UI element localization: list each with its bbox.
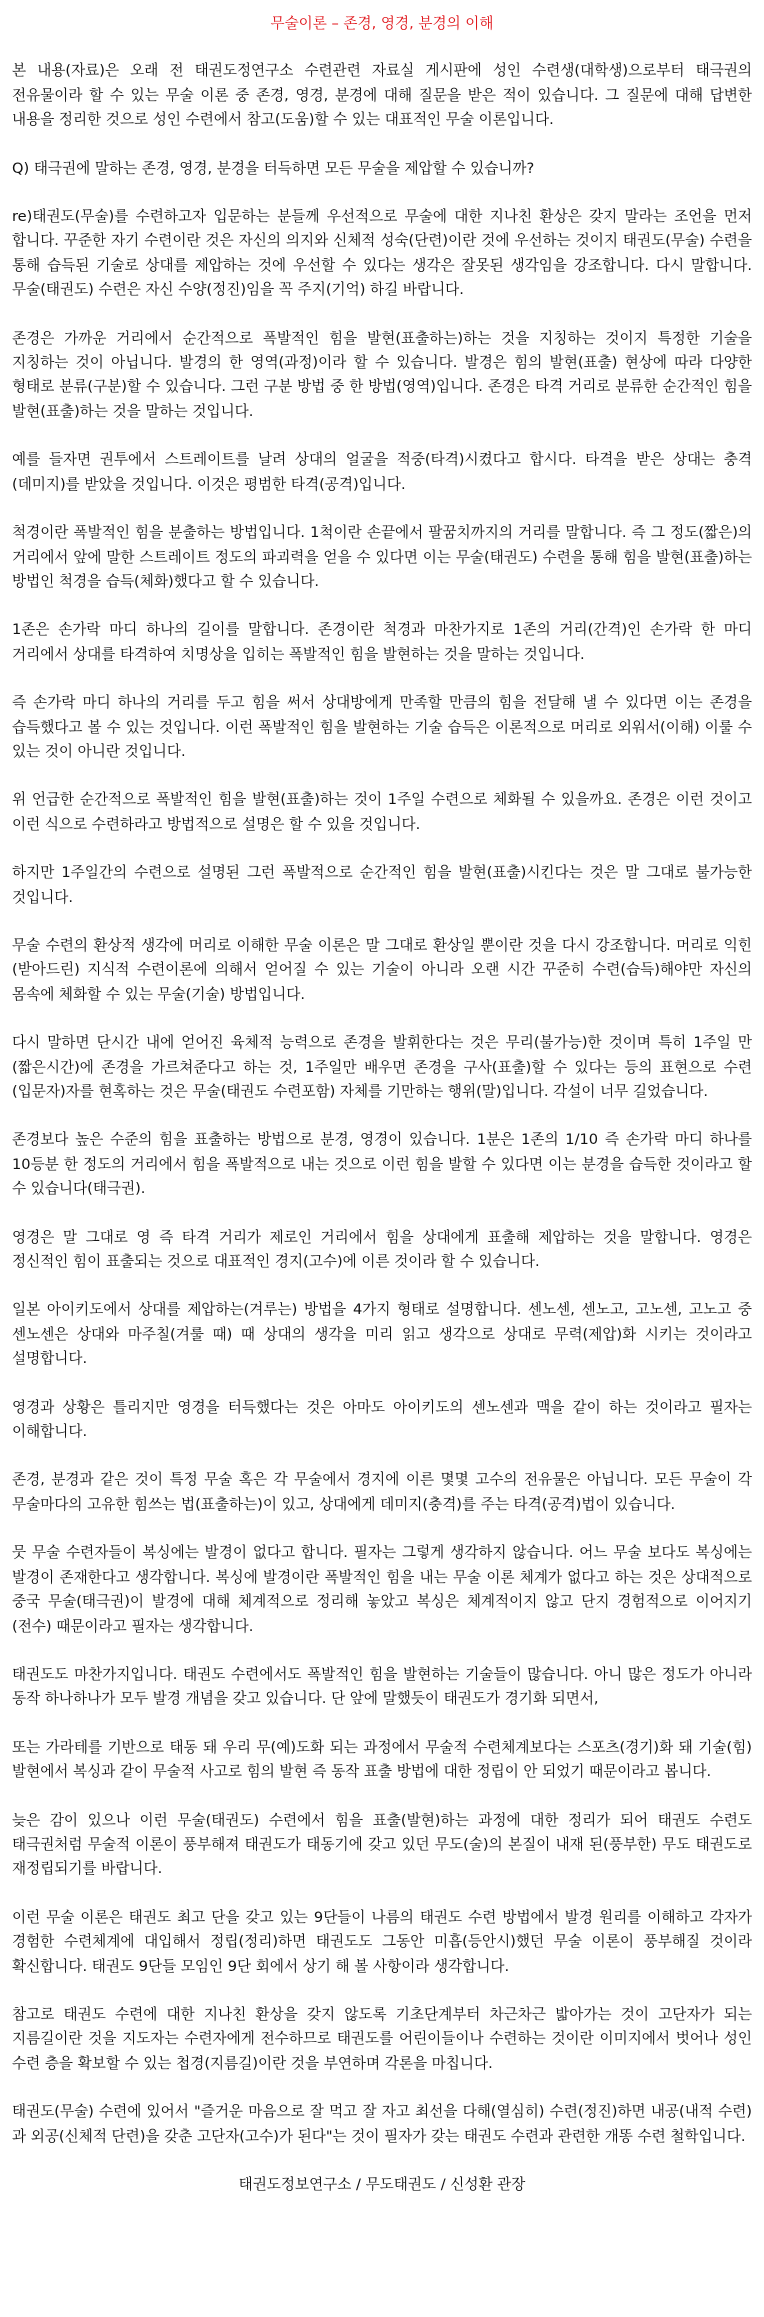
body-paragraph: 1존은 손가락 마디 하나의 길이를 말합니다. 존경이란 척경과 마찬가지로 1존의 거리(간격)인 손가락 한 마디 거리에서 상대를 타격하여 치명상을 입히는 폭발적인 힘을 발현하는 것을 말하는 것입니다.	[12, 621, 752, 663]
body-paragraph: 늦은 감이 있으나 이런 무술(태권도) 수련에서 힘을 표출(발현)하는 과정에 대한 정리가 되어 태권도 수련도 태극권처럼 무술적 이론이 풍부해져 태권도가 태동기에 갖고 있던 무도(술)의 본질이 내재 된(풍부한) 무도 태권도로 재정립되기를 바랍니다.	[12, 1811, 752, 1878]
author-signature: 태권도정보연구소 / 무도태권도 / 신성환 관장	[238, 2176, 526, 2193]
body-paragraph: 존경보다 높은 수준의 힘을 표출하는 방법으로 분경, 영경이 있습니다. 1분은 1존의 1/10 즉 손가락 마디 하나를 10등분 한 정도의 거리에서 힘을 폭발적으로 내는 것으로 이런 힘을 발할 수 있다면 이는 분경을 습득한 것이라고 할 수 있습니다(태극권).	[12, 1131, 752, 1198]
body-paragraph: 이런 무술 이론은 태권도 최고 단을 갖고 있는 9단들이 나름의 태권도 수련 방법에서 발경 원리를 이해하고 각자가 경험한 수련체계에 대입해서 정립(정리)하면 태권도도 그동안 미흡(등안시)했던 무술 이론이 풍부해질 것이라 확신합니다. 태권도 9단들 모임인 9단 회에서 상기 해 볼 사항이라 생각합니다.	[12, 1908, 752, 1975]
question-paragraph: Q) 태극권에 말하는 존경, 영경, 분경을 터득하면 모든 무술을 제압할 수 있습니까?	[12, 159, 535, 177]
body-paragraph: 존경, 분경과 같은 것이 특정 무술 혹은 각 무술에서 경지에 이른 몇몇 고수의 전유물은 아닙니다. 모든 무술이 각 무술마다의 고유한 힘쓰는 법(표출하는)이 있고, 상대에게 데미지(충격)를 주는 타격(공격)법이 있습니다.	[12, 1471, 752, 1513]
body-paragraph: 영경과 상황은 틀리지만 영경을 터득했다는 것은 아마도 아이키도의 센노센과 맥을 같이 하는 것이라고 필자는 이해합니다.	[12, 1398, 752, 1441]
body-paragraph: 예를 들자면 권투에서 스트레이트를 날려 상대의 얼굴을 적중(타격)시켰다고 합시다. 타격을 받은 상대는 충격(데미지)를 받았을 것입니다. 이것은 평범한 타격(공격)입니다.	[12, 451, 752, 493]
body-paragraph: 또는 가라테를 기반으로 태동 돼 우리 무(예)도화 되는 과정에서 무술적 수련체계보다는 스포츠(경기)화 돼 기술(힘) 발현에서 복싱과 같이 무술적 사고로 힘의 발현 즉 동작 표출 방법에 대한 정립이 안 되었기 때문이라고 봅니다.	[12, 1738, 752, 1781]
body-paragraph: 하지만 1주일간의 수련으로 설명된 그런 폭발적으로 순간적인 힘을 발현(표출)시킨다는 것은 말 그대로 불가능한 것입니다.	[12, 864, 752, 906]
body-paragraph: 존경은 가까운 거리에서 순간적으로 폭발적인 힘을 발현(표출하는)하는 것을 지칭하는 것이지 특정한 기술을 지칭하는 것이 아닙니다. 발경의 한 영역(과정)이라 할 수 있습니다. 발경은 힘의 발현(표출) 현상에 따라 다양한 형태로 분류(구분)할 수 있습니다. 그런 구분 방법 중 한 방법(영역)입니다. 존경은 타격 거리로 분류한 순간적인 힘을 발현(표출)하는 것을 말하는 것입니다.	[12, 329, 752, 420]
body-paragraph: 참고로 태권도 수련에 대한 지나친 환상을 갖지 않도록 기초단계부터 차근차근 밟아가는 것이 고단자가 되는 지름길이란 것을 지도자는 수련자에게 전수하므로 태권도를 어린이들이나 수련하는 것이란 이미지에서 벗어나 성인 수련 층을 확보할 수 있는 첩경(지름길)이란 것을 부연하며 각론을 마칩니다.	[12, 2005, 752, 2072]
intro-paragraph: 본 내용(자료)은 오래 전 태권도정연구소 수련관련 자료실 게시판에 성인 수련생(대학생)으로부터 태극권의 전유물이라 할 수 있는 무술 이론 중 존경, 영경, 분경에 대해 질문을 받은 적이 있습니다. 그 질문에 대해 답변한 내용을 정리한 것으로 성인 수련에서 참고(도움)할 수 있는 대표적인 무술 이론입니다.	[12, 62, 752, 129]
body-paragraph: 무술 수련의 환상적 생각에 머리로 이해한 무술 이론은 말 그대로 환상일 뿐이란 것을 다시 강조합니다. 머리로 익힌(받아드린) 지식적 수련이론에 의해서 얻어질 수 있는 기술이 아니라 오랜 시간 꾸준히 수련(습득)해야만 자신의 몸속에 체화할 수 있는 무술(기술) 방법입니다.	[12, 936, 752, 1003]
body-paragraph: 일본 아이키도에서 상대를 제압하는(겨루는) 방법을 4가지 형태로 설명합니다. 센노센, 센노고, 고노센, 고노고 중 센노센은 상대와 마주칠(겨룰 때) 때 상대의 생각을 미리 읽고 생각으로 상대로 무력(제압)화 시키는 것이라고 설명합니다.	[12, 1301, 752, 1368]
body-paragraph: 위 언급한 순간적으로 폭발적인 힘을 발현(표출)하는 것이 1주일 수련으로 체화될 수 있을까요. 존경은 이런 것이고 이런 식으로 수련하라고 방법적으로 설명은 할 수 있을 것입니다.	[12, 791, 752, 833]
body-paragraph: 뭇 무술 수련자들이 복싱에는 발경이 없다고 합니다. 필자는 그렇게 생각하지 않습니다. 어느 무술 보다도 복싱에는 발경이 존재한다고 생각합니다. 복싱에 발경이란 폭발적인 힘을 내는 무술 이론 체계가 없다고 하는 것은 상대적으로 중국 무술(태극권)이 발경에 대해 체계적으로 정리해 놓았고 복싱은 체계적이지 않고 단지 경험적으로 이어지기(전수) 때문이라고 필자는 생각합니다.	[12, 1544, 752, 1635]
body-paragraph: 다시 말하면 단시간 내에 얻어진 육체적 능력으로 존경을 발휘한다는 것은 무리(불가능)한 것이며 특히 1주일 만(짧은시간)에 존경을 가르쳐준다고 하는 것, 1주일만 배우면 존경을 구사(표출)할 수 있다는 등의 표현으로 수련(입문자)자를 현혹하는 것은 무술(태권도 수련포함) 자체를 기만하는 행위(말)입니다. 각설이 너무 길었습니다.	[12, 1034, 752, 1100]
body-paragraph: 영경은 말 그대로 영 즉 타격 거리가 제로인 거리에서 힘을 상대에게 표출해 제압하는 것을 말합니다. 영경은 정신적인 힘이 표출되는 것으로 대표적인 경지(고수)에 이른 것이라 할 수 있습니다.	[12, 1228, 752, 1271]
body-paragraph: 즉 손가락 마디 하나의 거리를 두고 힘을 써서 상대방에게 만족할 만큼의 힘을 전달해 낼 수 있다면 이는 존경을 습득했다고 볼 수 있는 것입니다. 이런 폭발적인 힘을 발현하는 기술 습득은 이론적으로 머리로 외워서(이해) 이룰 수 있는 것이 아니란 것입니다.	[12, 694, 752, 760]
closing-paragraph: 태권도(무술) 수련에 있어서 "즐거운 마음으로 잘 먹고 잘 자고 최선을 다해(열심히) 수련(정진)하면 내공(내적 수련)과 외공(신체적 단련)을 갖춘 고단자(고수)가 된다"는 것이 필자가 갖는 태권도 수련과 관련한 개똥 수련 철학입니다.	[12, 2103, 752, 2145]
body-paragraph: 척경이란 폭발적인 힘을 분출하는 방법입니다. 1척이란 손끝에서 팔꿈치까지의 거리를 말합니다. 즉 그 정도(짧은)의 거리에서 앞에 말한 스트레이트 정도의 파괴력을 얻을 수 있다면 이는 무술(태권도) 수련을 통해 힘을 발현(표출)하는 방법인 척경을 습득(체화)했다고 할 수 있습니다.	[12, 524, 752, 590]
article-title: 무술이론 – 존경, 영경, 분경의 이해	[270, 15, 494, 32]
answer-paragraph: re)태권도(무술)를 수련하고자 입문하는 분들께 우선적으로 무술에 대한 지나친 환상은 갖지 말라는 조언을 먼저 합니다. 꾸준한 자기 수련이란 것은 자신의 의지와 신체적 성숙(단련)이란 것에 우선하는 것이지 태권도(무술) 수련을 통해 습득된 기술로 상대를 제압하는 것에 우선할 수 있다는 생각은 잘못된 생각임을 강조합니다. 다시 말합니다. 무술(태권도) 수련은 자신 수양(정진)임을 꼭 주지(기억) 하길 바랍니다.	[12, 208, 752, 299]
body-paragraph: 태권도도 마찬가지입니다. 태권도 수련에서도 폭발적인 힘을 발현하는 기술들이 많습니다. 아니 많은 정도가 아니라 동작 하나하나가 모두 발경 개념을 갖고 있습니다. 단 앞에 말했듯이 태권도가 경기화 되면서,	[12, 1665, 752, 1708]
